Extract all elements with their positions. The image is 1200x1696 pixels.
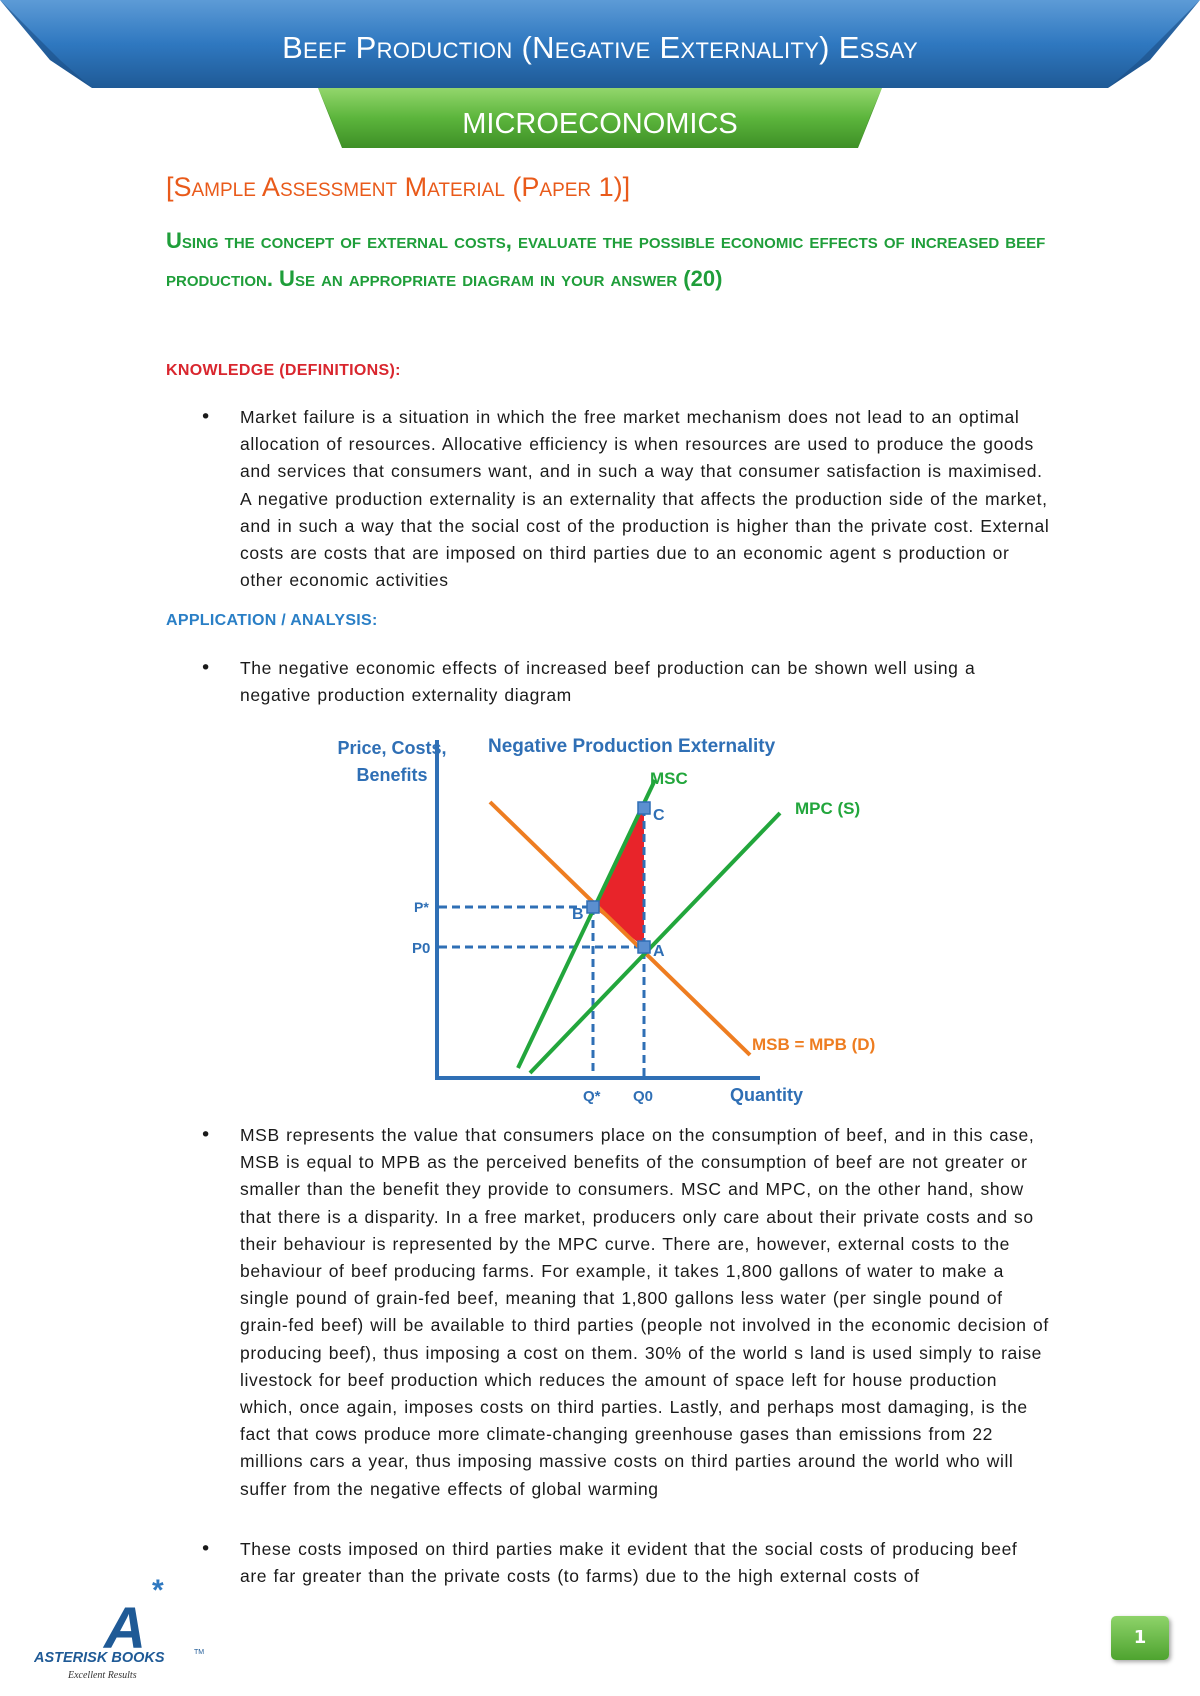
point-b-label: B — [572, 906, 584, 923]
p-star-label: P* — [414, 899, 429, 915]
x-axis-label: Quantity — [730, 1085, 804, 1105]
section-tag: [Sample Assessment Material (Paper 1)] — [166, 172, 631, 202]
logo-brand: ASTERISK BOOKS — [34, 1650, 165, 1666]
msb-label: MSB = MPB (D) — [752, 1035, 876, 1054]
asterisk-books-logo — [34, 1570, 234, 1690]
msc-label: MSC — [650, 769, 688, 788]
diagram-title: Negative Production Externality — [488, 736, 776, 757]
point-b-marker — [587, 901, 599, 913]
p-zero-label: P0 — [412, 940, 431, 957]
point-a-label: A — [653, 943, 665, 960]
logo-tagline: Excellent Results — [68, 1670, 137, 1681]
logo-trademark: TM — [194, 1649, 205, 1656]
point-c-marker — [638, 802, 650, 814]
bullet-icon: • — [200, 657, 212, 679]
y-axis-label: Price, Costs, — [337, 738, 447, 758]
point-a-marker — [638, 941, 650, 953]
y-axis-label-2: Benefits — [356, 765, 428, 785]
logo-star: * — [152, 1574, 164, 1607]
analysis-paragraph-3: These costs imposed on third parties make it evident that the social costs of producing beef are far greater than the private costs (to farms) due to the high external costs of — [240, 1539, 1018, 1587]
bullet-icon: • — [200, 1538, 212, 1560]
essay-question: Using the concept of external costs, evaluate the possible economic effects of increased beef production. Use an appropriate diagram in your answer (20) — [166, 228, 1046, 291]
knowledge-paragraph: Market failure is a situation in which the free market mechanism does not lead to an optimal allocation of resources. Allocative efficiency is when resources are used to produce the goods and services that consumers want, and in such a way that consumer satisfaction is maximised. A negative production externality is an externality that affects the production side of the market, and in such a way that the social cost of the production is higher than the private cost. External costs are costs that are imposed on third parties due to an economic agent s production or other economic activities — [240, 407, 1050, 591]
bullet-icon: • — [200, 1124, 212, 1146]
msb-curve — [490, 802, 750, 1055]
bullet-icon: • — [200, 406, 212, 428]
analysis-paragraph-1: The negative economic effects of increased beef production can be shown well using a negative production externality diagram — [240, 658, 976, 706]
page-number: 1 — [1111, 1616, 1169, 1660]
analysis-paragraph-2: MSB represents the value that consumers place on the consumption of beef, and in this case, MSB is equal to MPB as the perceived benefits of the consumption of beef are not greater or smaller than the benefit they provide to consumers. MSC and MPC, on the other hand, show that there is a disparity. In a free market, producers only care about their private costs and so their behaviour is represented by the MPC curve. There are, however, external costs to the behaviour of beef producing farms. For example, it takes 1,800 gallons of water to make a single pound of grain-fed beef, meaning that 1,800 gallons less water (per single pound of grain-fed beef) will be available to third parties (people not involved in the economic decision of producing beef), thus imposing a cost on them. 30% of the world s land is used simply to raise livestock for beef production which reduces the amount of space left for house production which, once again, imposes costs on third parties. Lastly, and perhaps most damaging, is the fact that cows produce more climate-changing greenhouse gases than emissions from 22 millions cars a year, thus imposing massive costs on third parties around the world who will suffer from the negative effects of global warming — [240, 1125, 1049, 1499]
q-star-label: Q* — [583, 1088, 601, 1105]
mpc-label: MPC (S) — [795, 799, 861, 818]
logo-letter: A — [104, 1596, 146, 1661]
document-title: Beef Production (Negative Externality) Essay — [282, 30, 918, 65]
subject-title: MICROECONOMICS — [462, 108, 738, 140]
knowledge-heading: KNOWLEDGE (DEFINITIONS): — [166, 362, 401, 379]
point-c-label: C — [653, 807, 665, 824]
q-zero-label: Q0 — [633, 1088, 654, 1105]
analysis-heading: APPLICATION / ANALYSIS: — [166, 612, 378, 629]
externality-diagram — [300, 720, 920, 1110]
